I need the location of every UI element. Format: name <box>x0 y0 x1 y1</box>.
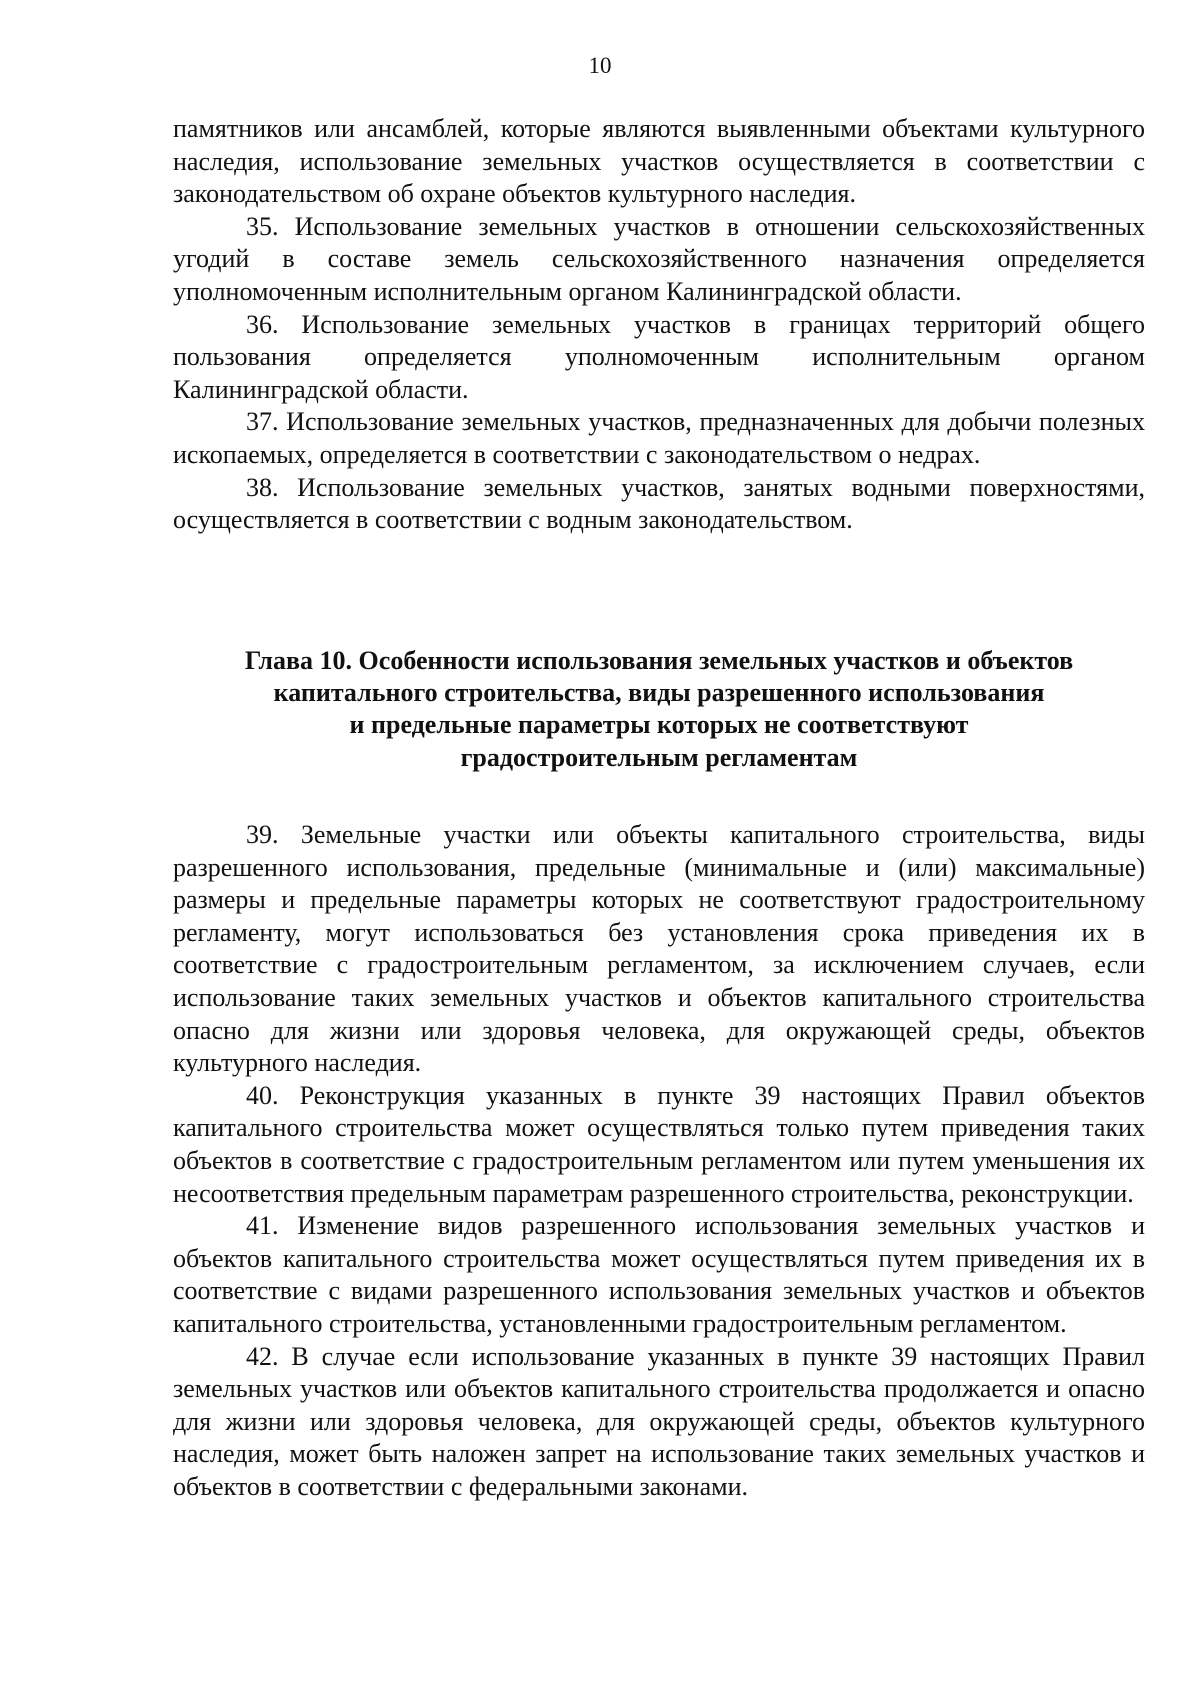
paragraph-number: 35. <box>246 211 279 241</box>
paragraph-text: Использование земельных участков в отношении сельскохозяйственных угодий в составе земель сельскохозяйственного назначения определяется уполномоченным исполнительным органом Калининградской области. <box>173 211 1145 306</box>
paragraph-text: Использование земельных участков в границах территорий общего пользования определяется уполномоченным исполнительным органом Калининградской области. <box>173 309 1145 404</box>
page-number: 10 <box>588 53 612 78</box>
paragraph-number: 38. <box>246 472 279 502</box>
chapter-heading-line: Глава 10. Особенности использования земельных участков и объектов <box>244 646 1074 675</box>
chapter-heading-line: градостроительным регламентам <box>460 742 858 772</box>
paragraph-number: 39. <box>246 820 279 849</box>
paragraph-36 <box>173 309 1145 407</box>
paragraph-number: 37. <box>246 407 279 437</box>
paragraph-35 <box>173 211 1145 309</box>
chapter-heading-line: капитального строительства, виды разрешенного использования <box>273 678 1045 708</box>
paragraph-38 <box>173 472 1145 537</box>
paragraph-42 <box>173 1341 1145 1504</box>
paragraph-40 <box>173 1080 1145 1210</box>
paragraph-text: В случае если использование указанных в пункте 39 настоящих Правил земельных участков или объектов капитального строительства продолжается и опасно для жизни или здоровья человека, для окружающей среды, объектов культурного наследия, может быть наложен запрет на использование таких земельных участков и объектов в соответствии с федеральными законами. <box>173 1341 1145 1501</box>
paragraph-text: Использование земельных участков, занятых водными поверхностями, осуществляется в соответствии с водным законодательством. <box>173 472 1145 535</box>
continuation-paragraph: памятников или ансамблей, которые являются выявленными объектами культурного наследия, использование земельных участков осуществляется в соответствии с законодательством об охране объектов культурного наследия. <box>173 114 1145 209</box>
chapter-heading <box>173 645 1145 774</box>
paragraph-number: 41. <box>246 1211 279 1241</box>
paragraph-text: Использование земельных участков, предназначенных для добычи полезных ископаемых, определяется в соответствии с законодательством о недрах. <box>173 407 1145 469</box>
paragraph-number: 36. <box>246 309 279 339</box>
paragraph-number: 42. <box>246 1341 279 1371</box>
paragraph-37 <box>173 406 1145 471</box>
chapter-heading-line: и предельные параметры которых не соответствуют <box>349 710 969 740</box>
paragraph-text: Земельные участки или объекты капитального строительства, виды разрешенного использования, предельные (минимальные и (или) максимальные) размеры и предельные параметры которых не соответствуют градостроительному регламенту, могут использоваться без установления срока приведения их в соответствие с градостроительным регламентом, за исключением случаев, если использование таких земельных участков и объектов капитального строительства опасно для жизни или здоровья человека, для окружающей среды, объектов культурного наследия. <box>173 820 1145 1078</box>
paragraph-text: Изменение видов разрешенного использования земельных участков и объектов капитального строительства может осуществляться путем приведения их в соответствие с видами разрешенного использования земельных участков и объектов капитального строительства, установленными градостроительным регламентом. <box>173 1211 1145 1338</box>
paragraph-text: Реконструкция указанных в пункте 39 настоящих Правил объектов капитального строительства может осуществляться только путем приведения таких объектов в соответствие с градостроительным регламентом или путем уменьшения их несоответствия предельным параметрам разрешенного строительства, реконструкции. <box>173 1080 1146 1208</box>
paragraph-39 <box>173 819 1145 1080</box>
paragraph-number: 40. <box>246 1080 279 1110</box>
text-block-top <box>173 113 1145 537</box>
text-block-bottom <box>173 819 1145 1503</box>
paragraph-41 <box>173 1210 1145 1340</box>
